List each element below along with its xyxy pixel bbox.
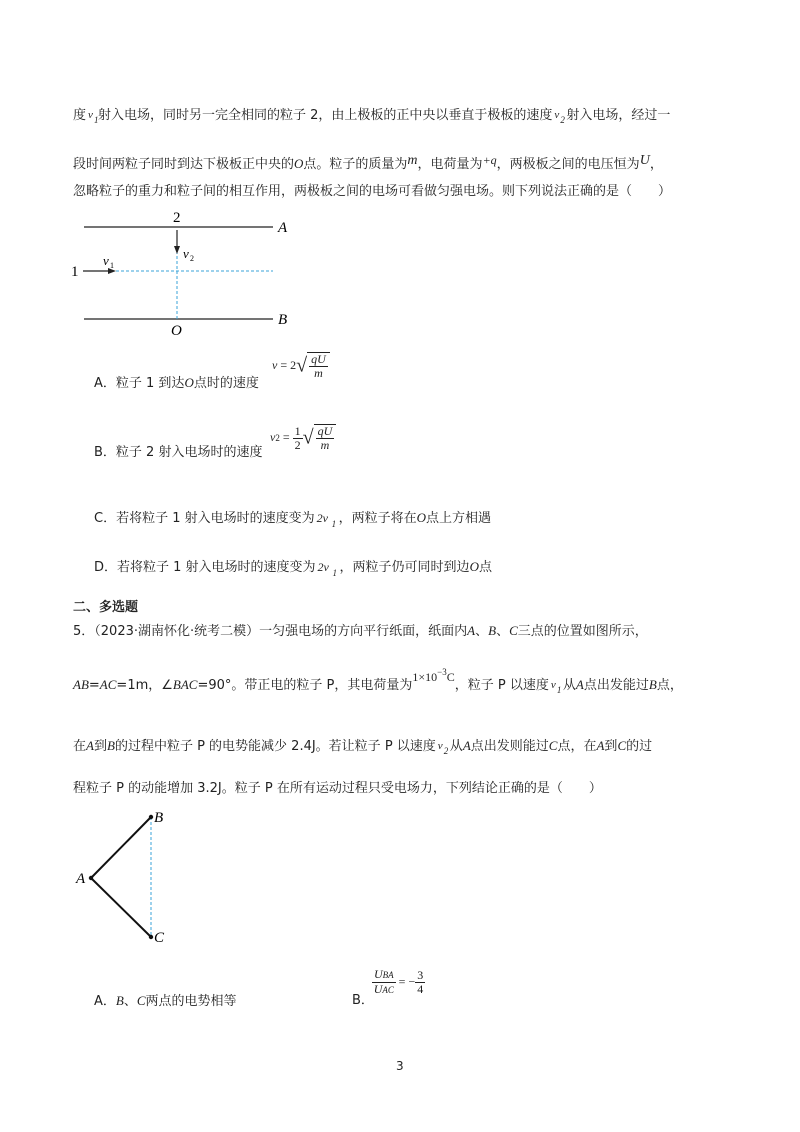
v1-symbol: v xyxy=(88,109,93,121)
point-b xyxy=(149,815,153,819)
q5-option-b[interactable]: B． xyxy=(352,993,374,1008)
point-c xyxy=(149,935,153,939)
label-a: A xyxy=(76,871,86,887)
formula-a: v = 2√ $\frac{qU}{m}$ xyxy=(272,352,330,380)
q4-option-c[interactable]: C．若将粒子 1 射入电场时的速度变为 2v 1 ，两粒子将在O点上方相遇 xyxy=(94,510,492,529)
arrow-v2-head xyxy=(174,246,180,254)
q4-line-1: 度 v 1 射入电场，同时另一完全相同的粒子 2，由上极板的正中央以垂直于极板的速度 v 2 射入电场，经过一 xyxy=(73,108,671,125)
v2-symbol: v xyxy=(554,109,560,121)
section-title: 二、多选题 xyxy=(73,600,139,615)
label-v2-sub: 2 xyxy=(190,254,194,263)
formula-b: v2 = $\frac{1}{2}$ √ $\frac{qU}{m}$ xyxy=(270,424,336,452)
q4-line-2: 段时间两粒子同时到达下极板正中央的O点。粒子的质量为m，电荷量为+q，两极板之间的电压恒为U， xyxy=(73,153,663,172)
q5-line-3: 在A到B的过程中粒子 P 的电势能减少 2.4J。若让粒子 P 以速度 v 2 从A点出发则能过C点，在A到C的过 xyxy=(73,738,653,756)
segment-ac xyxy=(91,878,151,937)
label-b: B xyxy=(278,312,288,328)
label-a: A xyxy=(278,220,288,236)
label-b: B xyxy=(154,810,164,826)
triangle-figure xyxy=(70,805,190,955)
sqrt-sign: √ xyxy=(302,426,314,449)
q5-line-4: 程粒子 P 的动能增加 3.2J。粒子 P 在所有运动过程只受电场力，下列结论正确的是（ ） xyxy=(73,781,602,796)
point-a xyxy=(89,876,93,880)
q5-line-2: AB=AC=1m，∠BAC=90°。带正电的粒子 P，其电荷量为$1\times 10^{-3}C$，粒子 P 以速度 v 1 从A点出发能过B点， xyxy=(73,667,683,695)
q5-line-1: 5．（2023·湖南怀化·统考二模）一匀强电场的方向平行纸面，纸面内A、B、C三点的位置如图所示， xyxy=(73,623,648,639)
label-c: C xyxy=(154,930,165,946)
q4-option-d[interactable]: D．若将粒子 1 射入电场时的速度变为 2v 1 ，两粒子仍可同时到边O点 xyxy=(94,559,492,578)
q4-line-3: 忽略粒子的重力和粒子间的相互作用，两极板之间的电场可看做匀强电场。则下列说法正确的是（ ） xyxy=(73,184,672,199)
q4-option-a[interactable]: A．粒子 1 到达O点时的速度 xyxy=(94,375,259,391)
parallel-plates-figure xyxy=(66,208,306,338)
label-v2: v xyxy=(183,246,189,261)
segment-ab xyxy=(91,817,151,878)
label-o: O xyxy=(171,323,182,338)
q4-option-b[interactable]: B．粒子 2 射入电场时的速度 xyxy=(94,445,263,460)
label-1: 1 xyxy=(71,264,79,280)
label-v1: v xyxy=(103,253,109,268)
q5-option-a[interactable]: A．B、C两点的电势相等 xyxy=(94,993,237,1009)
label-v1-sub: 1 xyxy=(110,261,114,270)
sqrt-sign: √ xyxy=(296,354,308,377)
label-2: 2 xyxy=(173,210,181,226)
page-number: 3 xyxy=(396,1059,404,1073)
formula-q5-b: $\frac{\text{UBA}}{\text{UAC}}$ = − $\frac{3}{4}$ xyxy=(373,967,424,996)
